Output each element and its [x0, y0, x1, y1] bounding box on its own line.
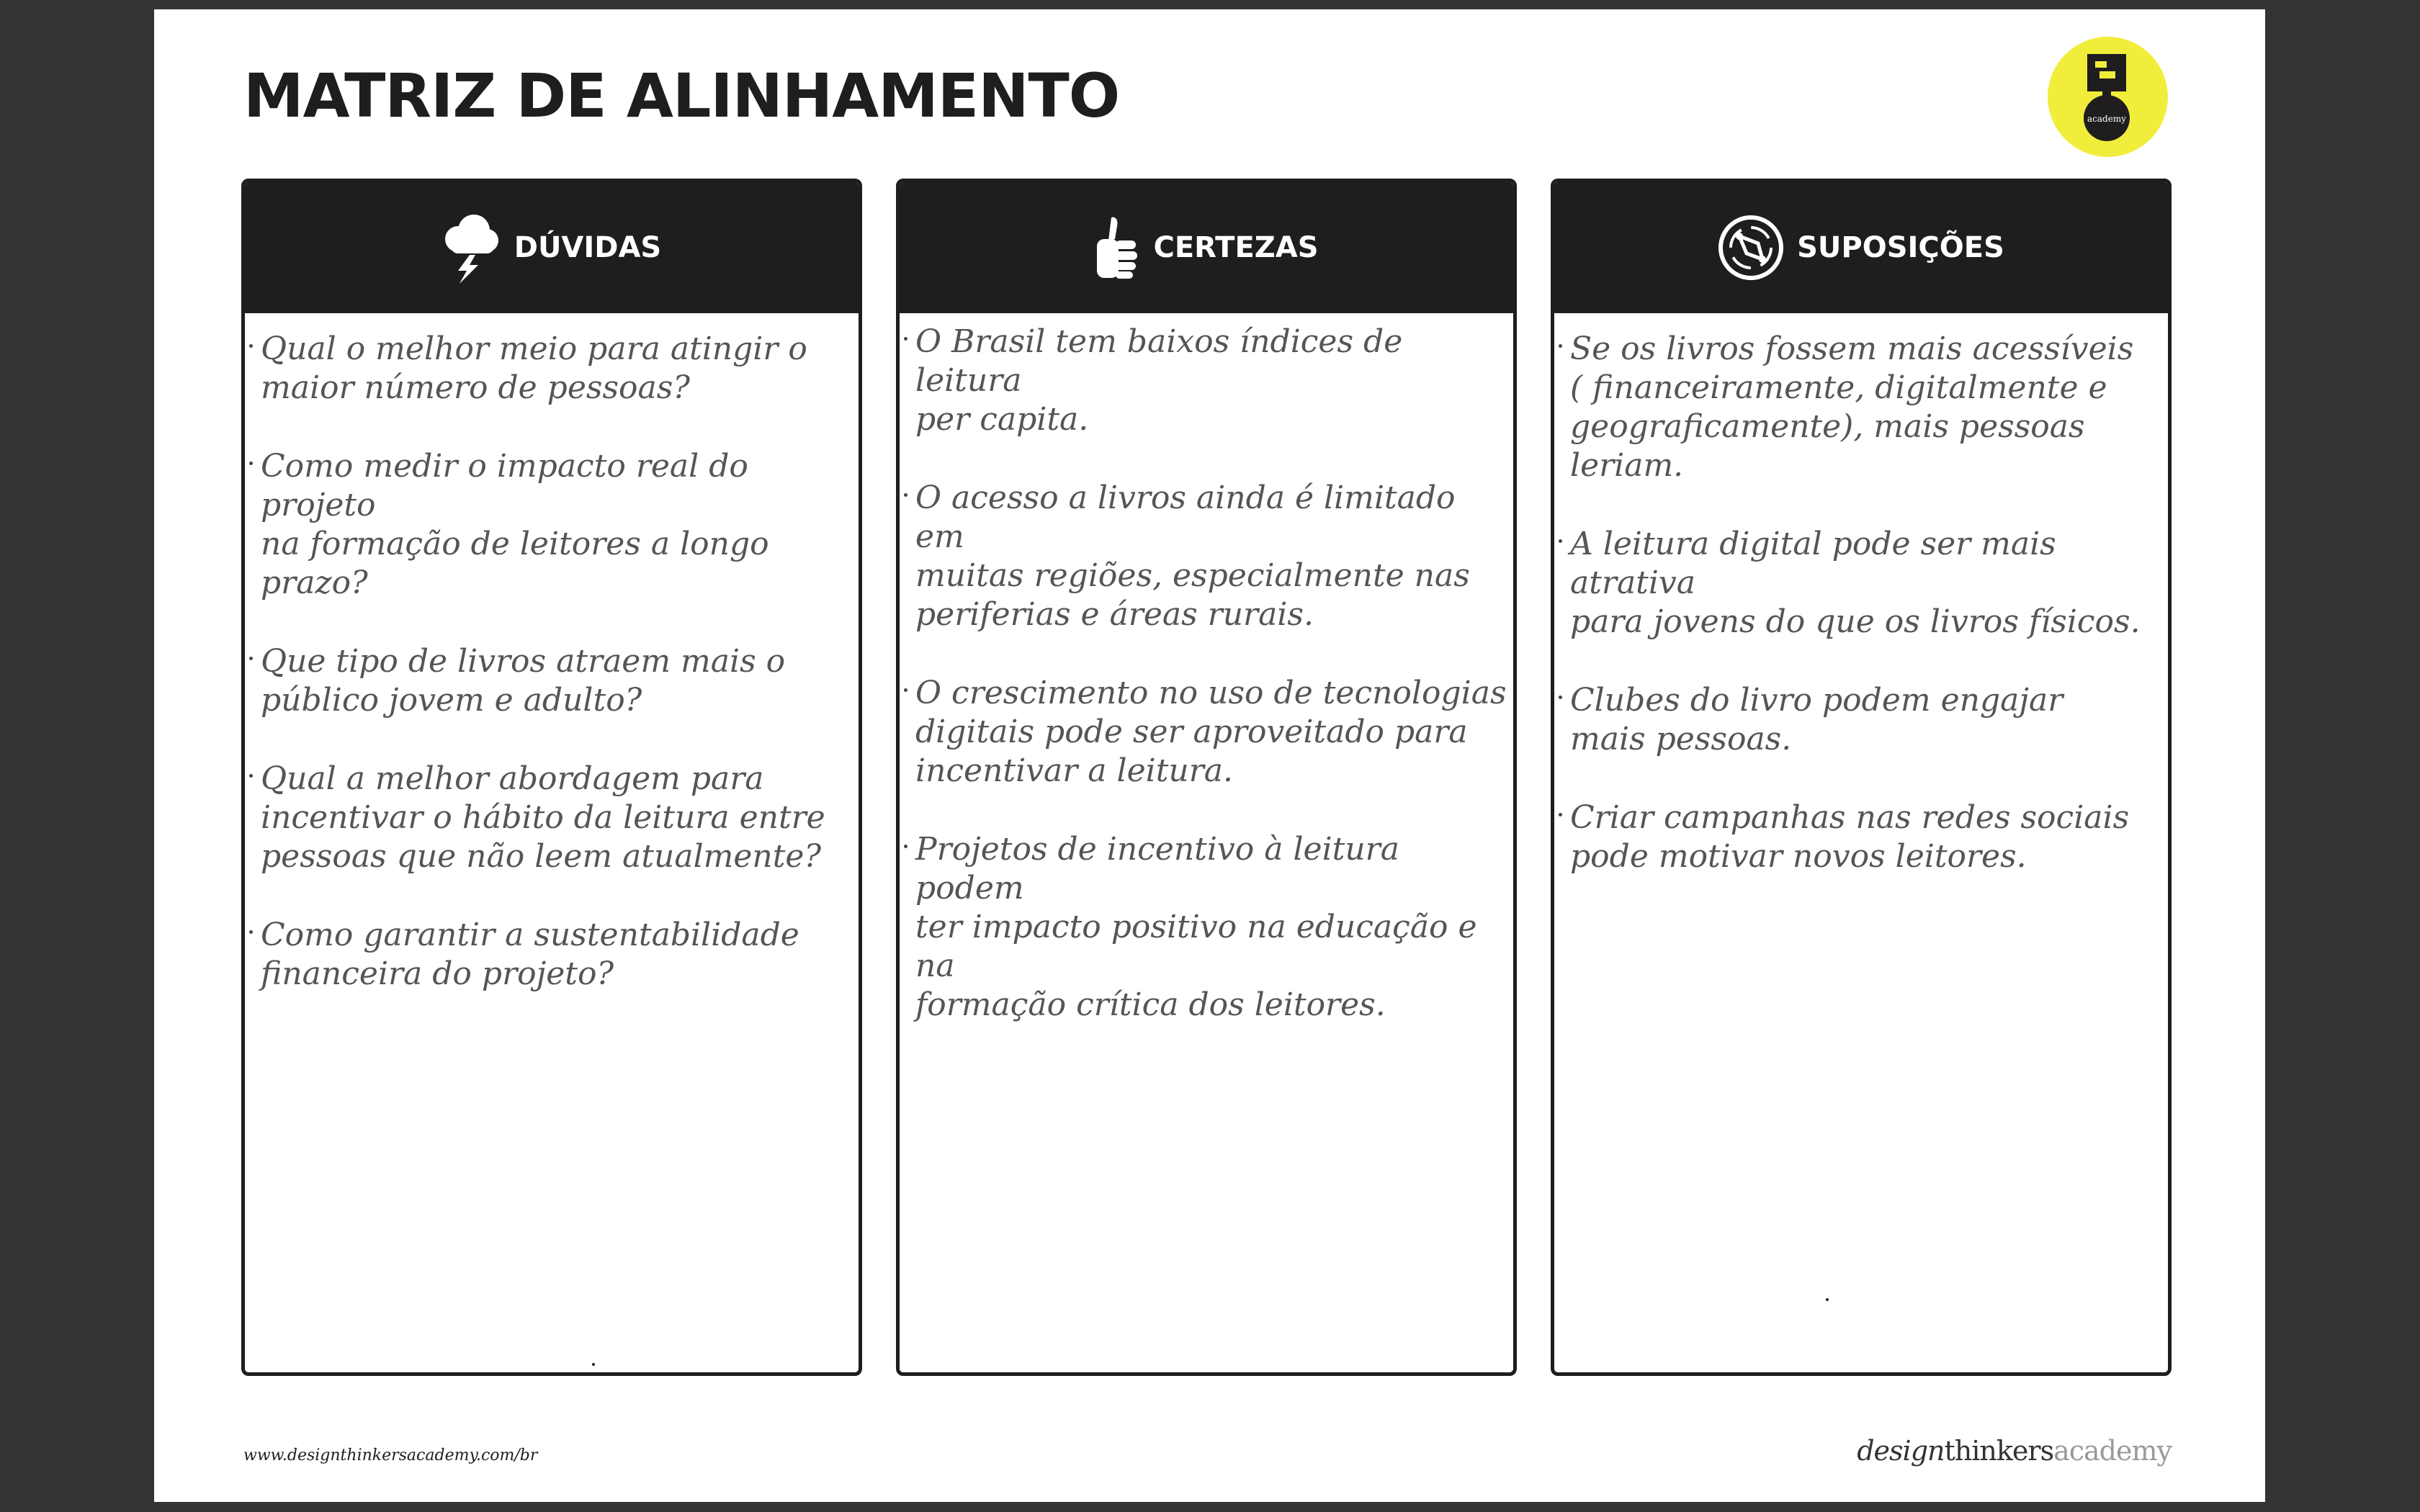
list-item: Se os livros fossem mais acessíveis ( financeiramente, digitalmente e geograficamente), mais pessoas leriam.: [1554, 330, 2168, 485]
column-header-duvidas: [245, 182, 859, 313]
column-title: DÚVIDAS: [514, 231, 662, 264]
list-item: Como medir o impacto real do projeto na formação de leitores a longo prazo?: [245, 447, 859, 603]
list-item: Clubes do livro podem engajar mais pessoas.: [1554, 681, 2168, 759]
footer-brand-design: design: [1857, 1435, 1945, 1467]
list-item: O Brasil tem baixos índices de leitura per capita.: [900, 323, 1513, 439]
canvas-page: [154, 9, 2265, 1502]
list-item: Qual a melhor abordagem para incentivar o hábito da leitura entre pessoas que não leem atualmente?: [245, 760, 859, 876]
svg-text:academy: academy: [2087, 114, 2126, 124]
page-title: MATRIZ DE ALINHAMENTO: [243, 60, 1120, 131]
stray-dot: [592, 1363, 595, 1366]
list-item: Qual o melhor meio para atingir o maior número de pessoas?: [245, 330, 859, 408]
list-item: Projetos de incentivo à leitura podem ter impacto positivo na educação e na formação crítica dos leitores.: [900, 830, 1513, 1025]
academy-logo-icon: [2048, 37, 2168, 157]
list-item: Como garantir a sustentabilidade financeira do projeto?: [245, 916, 859, 994]
storm-cloud-icon: [442, 212, 501, 284]
column-duvidas: [241, 179, 862, 1376]
column-header-suposicoes: [1554, 182, 2168, 313]
column-suposicoes: [1551, 179, 2172, 1376]
footer-brand: [1857, 1435, 2172, 1467]
academy-logo: [2048, 37, 2168, 157]
list-item: O acesso a livros ainda é limitado em muitas regiões, especialmente nas periferias e áreas rurais.: [900, 479, 1513, 634]
list-item: O crescimento no uso de tecnologias digitais pode ser aproveitado para incentivar a leitura.: [900, 674, 1513, 791]
list-item: A leitura digital pode ser mais atrativa para jovens do que os livros físicos.: [1554, 525, 2168, 642]
column-title: SUPOSIÇÕES: [1797, 231, 2004, 264]
items-list: [900, 313, 1513, 1025]
items-list: [1554, 313, 2168, 876]
list-item: Que tipo de livros atraem mais o público jovem e adulto?: [245, 642, 859, 720]
column-title: CERTEZAS: [1153, 231, 1319, 264]
stray-dot: [1826, 1298, 1829, 1301]
compass-circle-icon: [1718, 215, 1784, 281]
list-item: Criar campanhas nas redes sociais pode motivar novos leitores.: [1554, 798, 2168, 876]
footer-brand-thinkers: thinkers: [1944, 1435, 2054, 1467]
column-header-certezas: [900, 182, 1513, 313]
thumbs-up-icon: [1094, 215, 1140, 281]
column-certezas: [896, 179, 1517, 1376]
footer-brand-academy: academy: [2053, 1435, 2172, 1467]
items-list: [245, 313, 859, 994]
footer-url: www.designthinkersacademy.com/br: [243, 1446, 538, 1464]
